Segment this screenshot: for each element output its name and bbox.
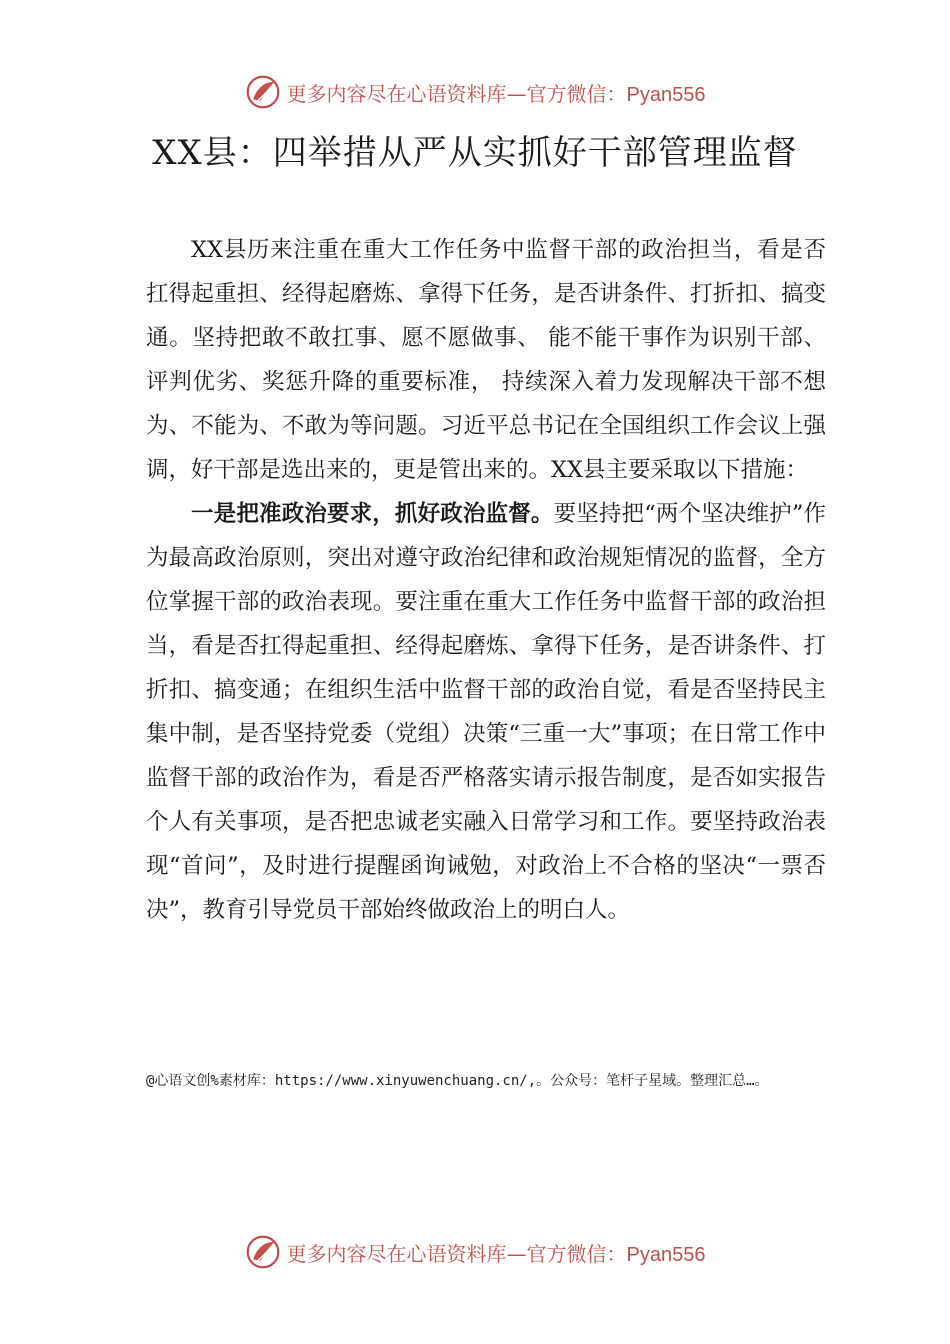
banner-text: 更多内容尽在心语资料库—官方微信：Pyan556 xyxy=(286,81,706,106)
banner-text: 更多内容尽在心语资料库—官方微信：Pyan556 xyxy=(286,1241,706,1266)
footer-banner xyxy=(0,1232,950,1272)
paragraph-measure-one xyxy=(146,492,826,932)
wechat-id: Pyan556 xyxy=(626,1243,706,1266)
header-banner xyxy=(0,72,950,112)
source-note: @心语文创%素材库：https://www.xinyuwenchuang.cn/,。公众号：笔杆子星域。整理汇总…。 xyxy=(146,1073,769,1089)
paragraph-intro xyxy=(146,228,826,492)
paragraph-text: 要坚持把“两个坚决维护”作为最高政治原则，突出对遵守政治纪律和政治规矩情况的监督，全方位掌握干部的政治表现。要注重在重大工作任务中监督干部的政治担当，看是否扛得起重担、经得起磨炼、拿得下任务，是否讲条件、打折扣、搞变通；在组织生活中监督干部的政治自觉，看是否坚持民主集中制，是否坚持党委（党组）决策“三重一大”事项；在日常工作中监督干部的政治作为，看是否严格落实请示报告制度，是否如实报告个人有关事项，是否把忠诚老实融入日常学习和工作。要坚持政治表现“首问”，及时进行提醒函询诫勉，对政治上不合格的坚决“一票否决”，教育引导党员干部始终做政治上的明白人。 xyxy=(146,501,826,923)
wechat-id: Pyan556 xyxy=(626,83,706,106)
document-body xyxy=(146,228,826,932)
brand-logo-icon xyxy=(245,74,281,110)
brand-logo-icon xyxy=(245,1234,281,1270)
paragraph-text: XX县历来注重在重大工作任务中监督干部的政治担当，看是否扛得起重担、经得起磨炼、拿得下任务，是否讲条件、打折扣、搞变通。坚持把敢不敢扛事、愿不愿做事、 能不能干事作为识别干部、评判优劣、奖惩升降的重要标准， 持续深入着力发现解决干部不想为、不能为、不敢为等问题。习近平总书记在全国组织工作会议上强调，好干部是选出来的，更是管出来的。XX县主要采取以下措施： xyxy=(146,237,826,483)
paragraph-lead: 一是把准政治要求，抓好政治监督。 xyxy=(191,501,554,527)
document-title: XX县：四举措从严从实抓好干部管理监督 xyxy=(152,133,798,173)
